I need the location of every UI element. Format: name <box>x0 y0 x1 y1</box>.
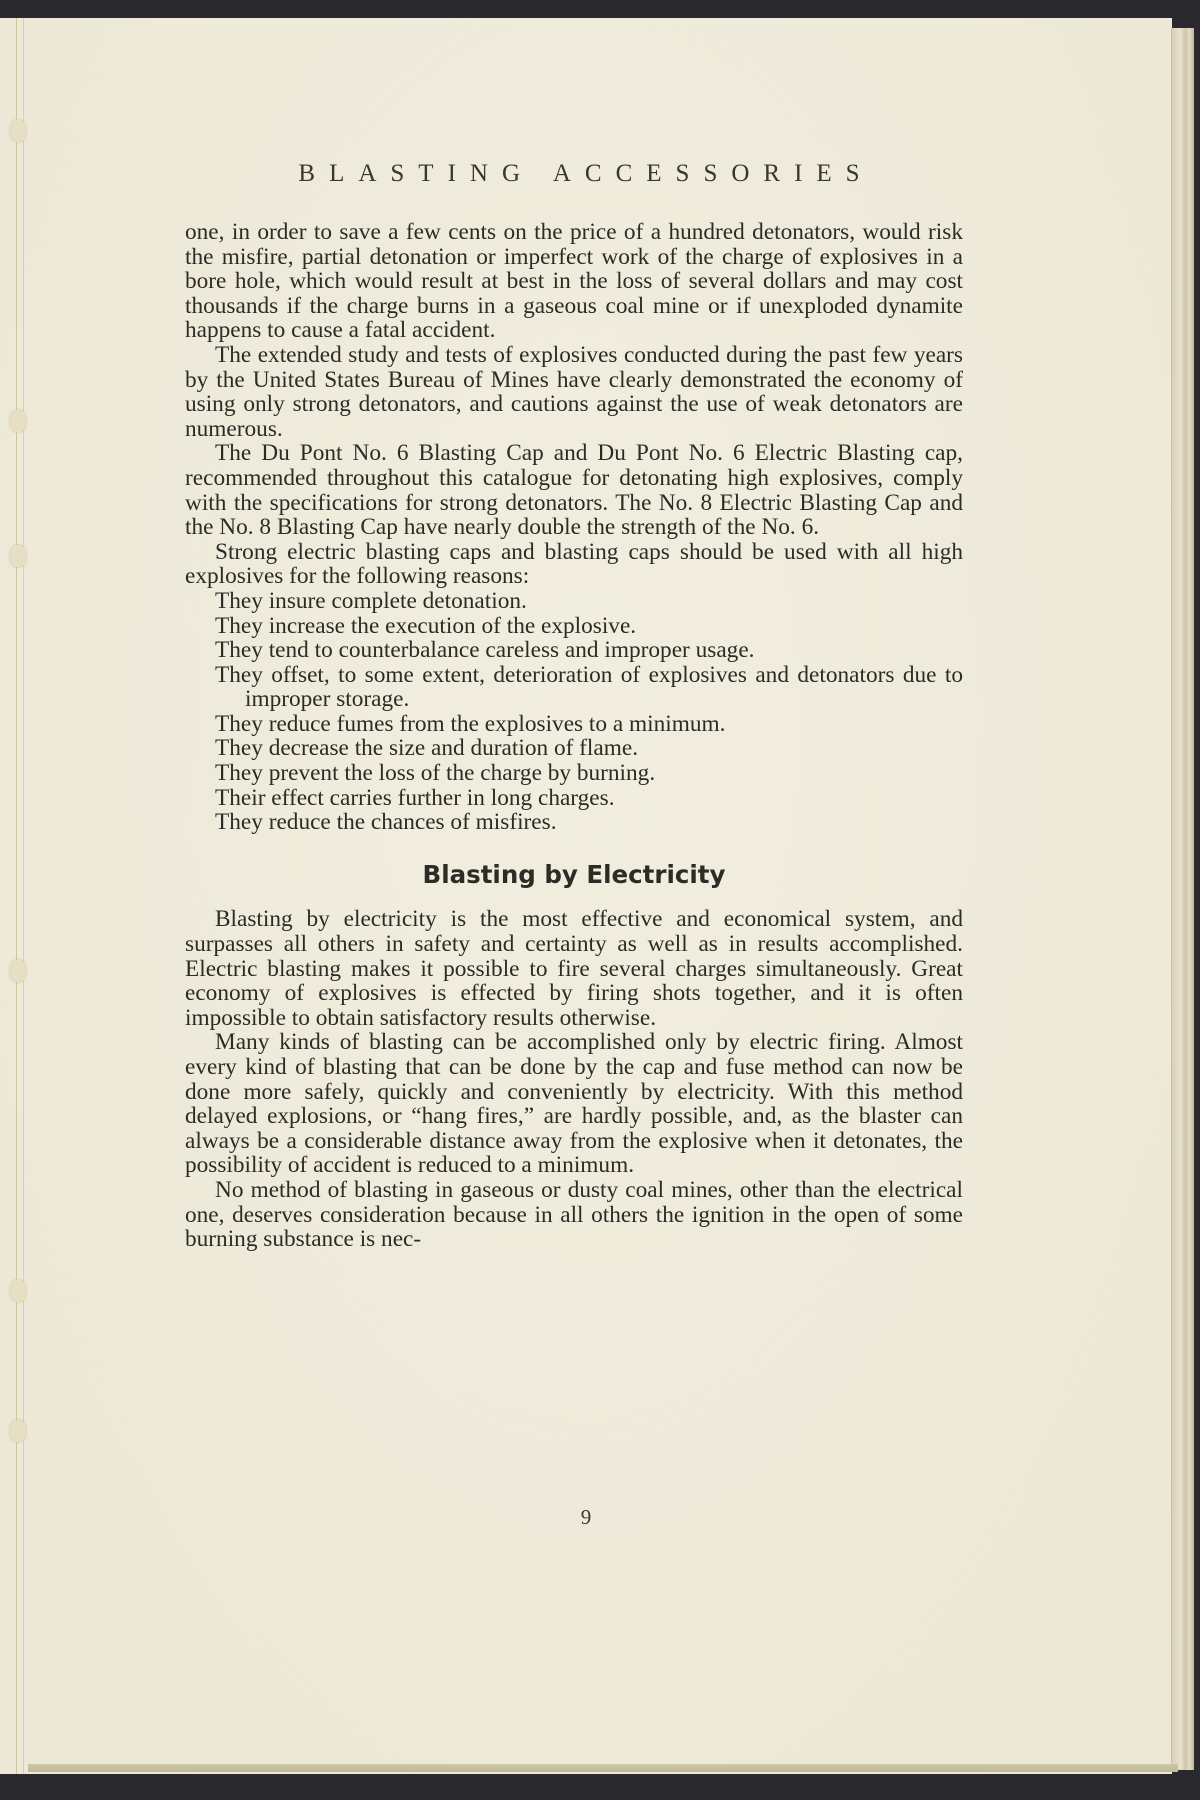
reason-item: Their effect carries further in long charges. <box>215 784 615 811</box>
page-bottom-edge <box>28 1764 1178 1772</box>
reason-item: They tend to counterbalance careless and improper usage. <box>215 637 755 664</box>
stitch-knot <box>10 410 26 432</box>
paragraph: Many kinds of blasting can be accomplished only by electric firing. Almost every kind of blasting that can be done by the cap and fuse method can now be done more safely, quickly and conveniently by electricity. With this method delayed explosions, or “hang fires,” are hardly possible, and, as the blaster can always be a considerable distance away from the explosive when it detonates, the possibility of accident is reduced to a minimum. <box>185 1029 963 1179</box>
reason-item: They decrease the size and duration of flame. <box>215 735 639 762</box>
running-head: BLASTING ACCESSORIES <box>298 160 874 187</box>
stitch-knot <box>10 545 26 567</box>
reason-item: They increase the execution of the explosive. <box>215 612 637 639</box>
reasons-list <box>185 589 963 835</box>
body-text <box>185 220 963 1252</box>
paragraph: Blasting by electricity is the most effective and economical system, and surpasses all others in safety and certainty as well as in results accomplished. Electric blasting makes it possible to fire several charges simultaneously. Great economy of explosives is effected by firing shots together, and it is often impossible to obtain satisfactory results otherwise. <box>185 906 963 1031</box>
paragraph: The Du Pont No. 6 Blasting Cap and Du Pont No. 6 Electric Blasting cap, recommended throughout this catalogue for detonating high explosives, comply with the specifications for strong detonators. The No. 8 Electric Blasting Cap and the No. 8 Blasting Cap have nearly double the strength of the No. 6. <box>185 440 963 541</box>
stitch-knot <box>10 120 26 142</box>
page-stack-edge <box>1171 28 1194 1770</box>
reason-item: They prevent the loss of the charge by burning. <box>215 760 656 787</box>
reason-item: They reduce the chances of misfires. <box>215 809 557 836</box>
stitch-knot <box>10 960 26 982</box>
paragraph: one, in order to save a few cents on the price of a hundred detonators, would risk the misfire, partial detonation or imperfect work of the charge of explosives in a bore hole, which would result at best in the loss of several dollars and may cost thousands if the charge burns in a gaseous coal mine or if unexploded dynamite happens to cause a fatal accident. <box>185 219 963 344</box>
reason-item: They offset, to some extent, deterioration of explosives and detonators due to improper storage. <box>215 661 963 713</box>
stitch-knot <box>10 1420 26 1442</box>
reason-item: They insure complete detonation. <box>215 587 527 614</box>
stitch-knot <box>10 1280 26 1302</box>
reason-item: They reduce fumes from the explosives to a minimum. <box>215 710 726 737</box>
paragraph: Strong electric blasting caps and blasting caps should be used with all high explosives for the following reasons: <box>185 538 963 590</box>
page-number: 9 <box>580 1505 592 1529</box>
paragraph: No method of blasting in gaseous or dusty coal mines, other than the electrical one, deserves consideration because in all others the ignition in the open of some burning substance is nec- <box>185 1176 963 1253</box>
section-heading: Blasting by Electricity <box>422 859 726 889</box>
paragraph: The extended study and tests of explosives conducted during the past few years by the United States Bureau of Mines have clearly demonstrated the economy of using only strong detonators, and cautions against the use of weak detonators are numerous. <box>185 341 963 442</box>
